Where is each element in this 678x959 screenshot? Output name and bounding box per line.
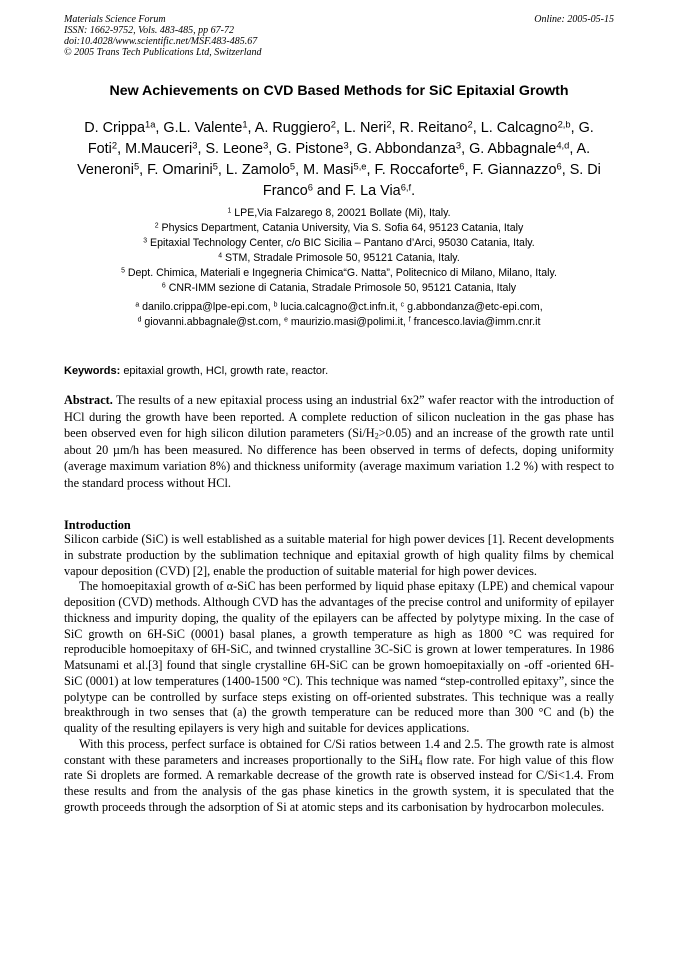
- author-affiliation-mark: 2: [386, 119, 392, 130]
- journal-header: [64, 14, 262, 58]
- author-affiliation-mark: 1: [242, 119, 248, 130]
- affiliation-number: 1: [227, 207, 232, 215]
- doi-link[interactable]: doi:10.4028/www.scientific.net/MSF.483-485.67: [64, 36, 258, 47]
- email-address[interactable]: lucia.calcagno@ct.infn.it,: [280, 301, 401, 313]
- email-key: e: [284, 316, 288, 324]
- author-affiliation-mark: 2: [330, 119, 336, 130]
- affiliation-number: 6: [161, 282, 166, 290]
- affiliation-number: 4: [218, 252, 223, 260]
- author-affiliation-mark: 5,e: [353, 161, 367, 172]
- intro-p3-text-b: flow rate. For high value of this flow rate Si droplets are formed. A remarkable decrease of the growth rate is observed instead for C/Si<1.4. From these results and from the analysis of the gas phase kinetics in the growth system, it is speculated that the growth proceeds through the adsorption of Si at atomic steps and its carbonisation by hydrocarbon molecules.: [64, 752, 615, 814]
- email-address[interactable]: g.abbondanza@etc-epi.com,: [407, 301, 543, 313]
- author-name: F. Roccaforte: [374, 162, 460, 178]
- keywords-line: [64, 365, 614, 377]
- author-name: L. Calcagno: [480, 120, 558, 136]
- affiliation-line: [40, 266, 638, 281]
- email-entry: [284, 316, 409, 328]
- author-affiliation-mark: 2,b: [557, 119, 571, 130]
- author: [400, 120, 481, 136]
- author-separator: ,: [247, 120, 255, 136]
- abstract-label: Abstract.: [64, 393, 113, 407]
- intro-p3-text-a: With this process, perfect surface is obtained for C/Si ratios between 1.4 and 2.5. The growth rate is almost constant with these parameters and increases proportionally to the SiH: [64, 736, 614, 767]
- author: [205, 141, 272, 157]
- email-entry: [138, 316, 285, 328]
- author-separator: ,: [155, 120, 164, 136]
- author: [226, 162, 303, 178]
- author-affiliation-mark: 5: [133, 161, 140, 172]
- online-date: Online: 2005-05-15: [534, 14, 614, 25]
- author-affiliation-mark: 2: [111, 140, 118, 151]
- author: [276, 141, 356, 157]
- affiliation-list: [40, 206, 638, 296]
- issn-line: ISSN: 1662-9752, Vols. 483-485, pp 67-72: [64, 25, 234, 36]
- author-affiliation-mark: 3: [455, 140, 462, 151]
- email-entry: [274, 301, 401, 313]
- abstract-subscript: 2: [374, 431, 379, 441]
- author-name: L. Zamolo: [225, 162, 290, 178]
- email-entry: [135, 301, 273, 313]
- author-name: F. Omarini: [147, 162, 213, 178]
- author-name: A. Veneroni: [77, 141, 591, 178]
- author: [481, 120, 579, 136]
- affiliation-text: CNR-IMM sezione di Catania, Stradale Primosole 50, 95121 Catania, Italy: [168, 282, 517, 294]
- author-separator: ,: [569, 141, 577, 157]
- author-separator: .: [411, 183, 416, 199]
- author-affiliation-mark: 5: [212, 161, 218, 172]
- author-affiliation-mark: 6: [556, 161, 562, 172]
- author: [303, 162, 374, 178]
- email-key: c: [400, 301, 405, 309]
- email-address[interactable]: francesco.lavia@imm.cnr.it: [413, 316, 541, 328]
- author-affiliation-mark: 3: [343, 140, 349, 151]
- author-separator: ,: [117, 141, 126, 157]
- author: [84, 120, 163, 136]
- author-name: S. Di Franco: [262, 162, 601, 199]
- affiliation-text: LPE,Via Falzarego 8, 20021 Bollate (Mi), Italy.: [234, 207, 451, 219]
- author-name: M. Masi: [303, 162, 354, 178]
- affiliation-line: [40, 236, 638, 251]
- email-address[interactable]: danilo.crippa@lpe-epi.com,: [142, 301, 274, 313]
- author-affiliation-mark: 5: [289, 161, 296, 172]
- author: [125, 141, 205, 157]
- affiliation-line: [40, 206, 638, 221]
- affiliation-number: 5: [121, 267, 125, 275]
- copyright-line: © 2005 Trans Tech Publications Ltd, Switzerland: [64, 47, 262, 58]
- email-address[interactable]: maurizio.masi@polimi.it,: [290, 316, 409, 328]
- author: [472, 162, 565, 178]
- author-affiliation-mark: 3: [263, 140, 269, 151]
- author-name: G.L. Valente: [163, 120, 243, 136]
- author-separator: and: [312, 183, 345, 199]
- author-name: F. Giannazzo: [472, 162, 557, 178]
- author-name: G. Foti: [87, 120, 594, 157]
- author-name: G. Abbagnale: [469, 141, 557, 157]
- abstract-text-2: >0.05) and an increase of the growth rate until about 20 µm/h has been measured. No difference has been observed in terms of defects, doping uniformity (average maximum variation 8%) and thickness uniformity (average maximum variation 1.2 %) with respect to the standard process without HCl.: [64, 426, 615, 490]
- author: [147, 162, 226, 178]
- author: [344, 120, 400, 136]
- author-separator: ,: [268, 141, 273, 157]
- author-separator: ,: [139, 162, 148, 178]
- author-separator: ,: [570, 120, 579, 136]
- author-separator: ,: [366, 162, 375, 178]
- author-name: A. Ruggiero: [254, 120, 331, 136]
- author-separator: ,: [391, 120, 400, 136]
- introduction-body: [64, 532, 614, 816]
- author-name: D. Crippa: [84, 120, 145, 136]
- author-separator: ,: [295, 162, 304, 178]
- affiliation-text: Physics Department, Catania University, Via S. Sofia 64, 95123 Catania, Italy: [161, 222, 524, 234]
- author-separator: ,: [335, 120, 344, 136]
- paper-title: New Achievements on CVD Based Methods for SiC Epitaxial Growth: [109, 83, 569, 99]
- affiliation-line: [40, 221, 638, 236]
- affiliation-text: Epitaxial Technology Center, c/o BIC Sicilia – Pantano d’Arci, 95030 Catania, Italy.: [150, 237, 535, 249]
- author-separator: ,: [461, 141, 470, 157]
- author: [345, 183, 415, 199]
- author-separator: ,: [464, 162, 473, 178]
- affiliation-number: 2: [154, 222, 159, 230]
- author: [375, 162, 473, 178]
- author-name: M.Mauceri: [125, 141, 193, 157]
- author-name: S. Leone: [205, 141, 264, 157]
- author: [255, 120, 344, 136]
- email-key: f: [408, 316, 411, 324]
- email-list: [70, 300, 608, 330]
- email-key: a: [135, 301, 140, 309]
- affiliation-number: 3: [143, 237, 148, 245]
- author: [163, 120, 254, 136]
- intro-paragraph-1: Silicon carbide (SiC) is well established as a suitable material for high power devices [1]. Recent developments in substrate production by the sublimation technique and epitaxial growth of high quality films by chemical vapour deposition (CVD) [2], enable the production of suitable material for high power devices.: [64, 532, 614, 578]
- introduction-heading: Introduction: [64, 518, 131, 532]
- author-name: R. Reitano: [399, 120, 468, 136]
- author-affiliation-mark: 6: [307, 182, 313, 193]
- author-affiliation-mark: 6,f: [400, 182, 412, 193]
- author-separator: ,: [348, 141, 357, 157]
- author-list: [70, 118, 608, 202]
- email-entry: [401, 301, 543, 313]
- author-separator: ,: [217, 162, 226, 178]
- keywords-text: epitaxial growth, HCl, growth rate, reactor.: [123, 365, 329, 377]
- affiliation-line: [40, 251, 638, 266]
- abstract-text-1: The results of a new epitaxial process using an industrial 6x2” wafer reactor with the introduction of HCl during the growth have been reported. A complete reduction of silicon nucleation in the gas phase has been observed even for high silicon dilution parameters (Si/H: [64, 393, 614, 441]
- author-separator: ,: [197, 141, 206, 157]
- author-separator: ,: [561, 162, 566, 178]
- email-key: d: [137, 316, 142, 324]
- author-affiliation-mark: 2: [467, 119, 473, 130]
- author: [357, 141, 469, 157]
- author-name: L. Neri: [343, 120, 387, 136]
- affiliation-line: [40, 281, 638, 296]
- author-name: G. Pistone: [276, 141, 344, 157]
- intro-p3-subscript: 4: [418, 758, 423, 768]
- author-affiliation-mark: 4,d: [556, 140, 570, 151]
- author-separator: ,: [472, 120, 481, 136]
- journal-name: Materials Science Forum: [64, 14, 166, 25]
- affiliation-text: Dept. Chimica, Materiali e Ingegneria Chimica“G. Natta”, Politecnico di Milano, Milano, Italy.: [127, 267, 557, 279]
- author-name: G. Abbondanza: [356, 141, 456, 157]
- affiliation-text: STM, Stradale Primosole 50, 95121 Catania, Italy.: [225, 252, 460, 264]
- email-address[interactable]: giovanni.abbagnale@st.com,: [144, 316, 285, 328]
- author-name: F. La Via: [344, 183, 401, 199]
- author: [469, 141, 576, 157]
- intro-paragraph-3: [64, 737, 614, 816]
- intro-paragraph-2: The homoepitaxial growth of α-SiC has been performed by liquid phase epitaxy (LPE) and chemical vapour deposition (CVD) methods. Although CVD has the advantages of the precise control and uniformity of epilayer thickness and impurity doping, the quality of the epilayers can be affected by polytype mixing. In the case of SiC growth on 6H-SiC (0001) basal planes, a growth temperature as high as 1800 °C was required for reproducible homoepitaxy of 6H-SiC, and twinned crystalline 3C-SiC is grown at lower temperatures. In 1986 Matsunami et al.[3] found that single crystalline 6H-SiC can be grown homoepitaxially on -off -oriented 6H-SiC (0001) at low temperatures (1400-1500 °C). This technique was named “step-controlled epitaxy”, since the polytype can be controlled by surface steps existing on off-oriented substrates. This technique was a really breakthrough in two senses that (a) the growth temperature can be reduced more than 300 °C and (b) the quality of the resulting epilayers is very high and suitable for devices applications.: [64, 579, 614, 735]
- email-key: b: [273, 301, 278, 309]
- author-affiliation-mark: 6: [459, 161, 465, 172]
- author-affiliation-mark: 3: [192, 140, 198, 151]
- author-affiliation-mark: 1a: [145, 119, 156, 130]
- abstract: [64, 392, 614, 492]
- email-entry: [409, 316, 541, 328]
- keywords-label: Keywords:: [64, 365, 121, 377]
